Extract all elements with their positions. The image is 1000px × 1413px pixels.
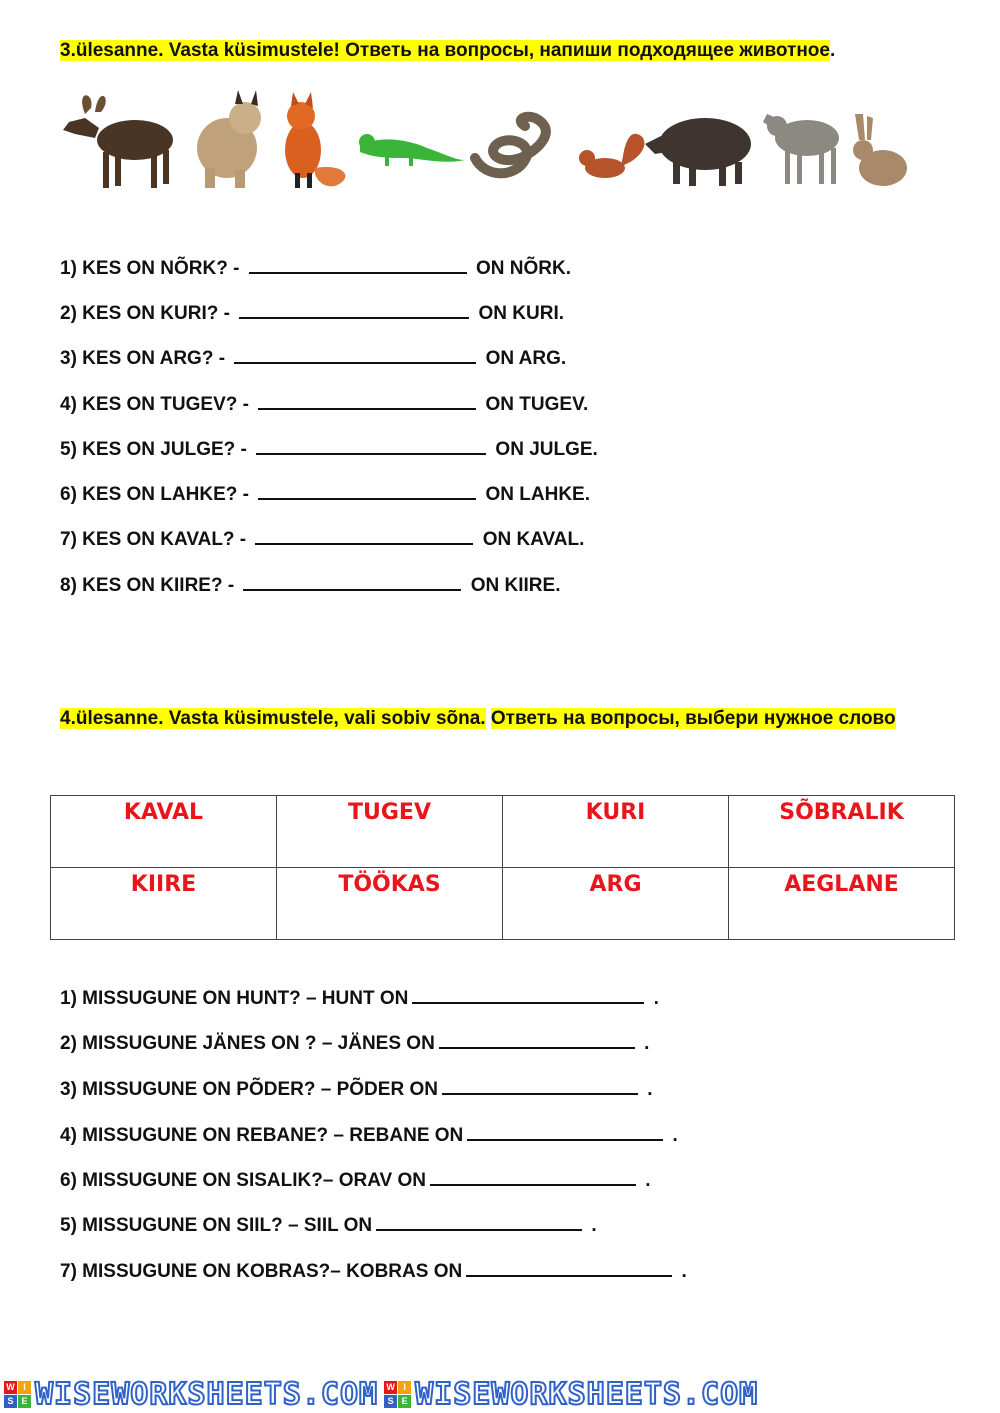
answer-blank[interactable] bbox=[234, 344, 476, 364]
task4-title-ru: Ответь на вопросы, выбери нужное слово bbox=[490, 708, 896, 729]
brand-logo bbox=[384, 1378, 758, 1410]
answer-blank[interactable] bbox=[258, 390, 476, 410]
answer-blank[interactable] bbox=[258, 480, 476, 500]
task3-question-8: 8) KES ON KIIRE? - ON KIIRE. bbox=[60, 571, 560, 598]
task3-question-7: 7) KES ON KAVAL? - ON KAVAL. bbox=[60, 525, 584, 552]
answer-blank[interactable] bbox=[256, 435, 486, 455]
word-bank-row bbox=[51, 796, 955, 868]
squirrel-image bbox=[579, 134, 644, 178]
task4-question-5: 6) MISSUGUNE ON SISALIK?– ORAV ON . bbox=[60, 1166, 651, 1193]
word-bank-row bbox=[51, 868, 955, 940]
answer-blank[interactable] bbox=[412, 984, 644, 1004]
word-bank-table bbox=[50, 795, 955, 940]
task3-question-2: 2) KES ON KURI? - ON KURI. bbox=[60, 299, 564, 326]
task4-question-6: 5) MISSUGUNE ON SIIL? – SIIL ON . bbox=[60, 1211, 597, 1238]
task3-title-ru: Ответь на вопросы, напиши подходящее животное bbox=[345, 40, 830, 61]
answer-blank[interactable] bbox=[376, 1211, 582, 1231]
task4-question-1: 1) MISSUGUNE ON HUNT? – HUNT ON . bbox=[60, 984, 659, 1011]
brand-logo bbox=[4, 1378, 378, 1410]
task3-question-1: 1) KES ON NÕRK? - ON NÕRK. bbox=[60, 254, 571, 281]
fox-image bbox=[285, 92, 345, 188]
word-cell: TUGEV bbox=[277, 796, 503, 868]
word-cell: ARG bbox=[503, 868, 729, 940]
word-cell: TÖÖKAS bbox=[277, 868, 503, 940]
task4-question-4: 4) MISSUGUNE ON REBANE? – REBANE ON . bbox=[60, 1121, 678, 1148]
answer-blank[interactable] bbox=[442, 1075, 638, 1095]
brand-text: WISEWORKSHEETS.COM bbox=[415, 1376, 759, 1412]
task4-title bbox=[60, 706, 896, 732]
answer-blank[interactable] bbox=[255, 525, 473, 545]
hare-image bbox=[853, 114, 907, 186]
answer-blank[interactable] bbox=[439, 1029, 635, 1049]
task3-question-6: 6) KES ON LAHKE? - ON LAHKE. bbox=[60, 480, 590, 507]
wild-boar-image bbox=[645, 118, 751, 186]
word-cell: KURI bbox=[503, 796, 729, 868]
answer-blank[interactable] bbox=[249, 254, 467, 274]
lizard-image bbox=[359, 134, 465, 166]
logo-mark: W I S E bbox=[4, 1381, 31, 1408]
answer-blank[interactable] bbox=[466, 1257, 672, 1277]
task3-question-5: 5) KES ON JULGE? - ON JULGE. bbox=[60, 435, 598, 462]
task3-question-3: 3) KES ON ARG? - ON ARG. bbox=[60, 344, 566, 371]
task3-title bbox=[60, 38, 835, 64]
word-cell: KIIRE bbox=[51, 868, 277, 940]
brand-text: WISEWORKSHEETS.COM bbox=[35, 1376, 379, 1412]
answer-blank[interactable] bbox=[243, 571, 461, 591]
word-cell: SÕBRALIK bbox=[729, 796, 955, 868]
task3-title-et: 3.ülesanne. Vasta küsimustele! bbox=[60, 40, 346, 61]
lynx-image bbox=[197, 90, 261, 188]
word-cell: KAVAL bbox=[51, 796, 277, 868]
task4-question-2: 2) MISSUGUNE JÄNES ON ? – JÄNES ON . bbox=[60, 1029, 649, 1056]
task4-title-et: 4.ülesanne. Vasta küsimustele, vali sobiv sõna. bbox=[60, 708, 486, 729]
task3-title-period: . bbox=[829, 40, 836, 61]
answer-blank[interactable] bbox=[239, 299, 469, 319]
task3-question-4: 4) KES ON TUGEV? - ON TUGEV. bbox=[60, 390, 588, 417]
moose-image bbox=[63, 95, 173, 188]
answer-blank[interactable] bbox=[430, 1166, 636, 1186]
word-cell: AEGLANE bbox=[729, 868, 955, 940]
answer-blank[interactable] bbox=[467, 1121, 663, 1141]
footer-watermark bbox=[0, 1378, 1000, 1410]
animal-pictures bbox=[55, 78, 915, 193]
task4-question-7: 7) MISSUGUNE ON KOBRAS?– KOBRAS ON . bbox=[60, 1257, 687, 1284]
wolf-image bbox=[763, 114, 839, 184]
snake-image bbox=[475, 117, 546, 174]
task4-question-3: 3) MISSUGUNE ON PÕDER? – PÕDER ON . bbox=[60, 1075, 653, 1102]
logo-mark: W I S E bbox=[384, 1381, 411, 1408]
